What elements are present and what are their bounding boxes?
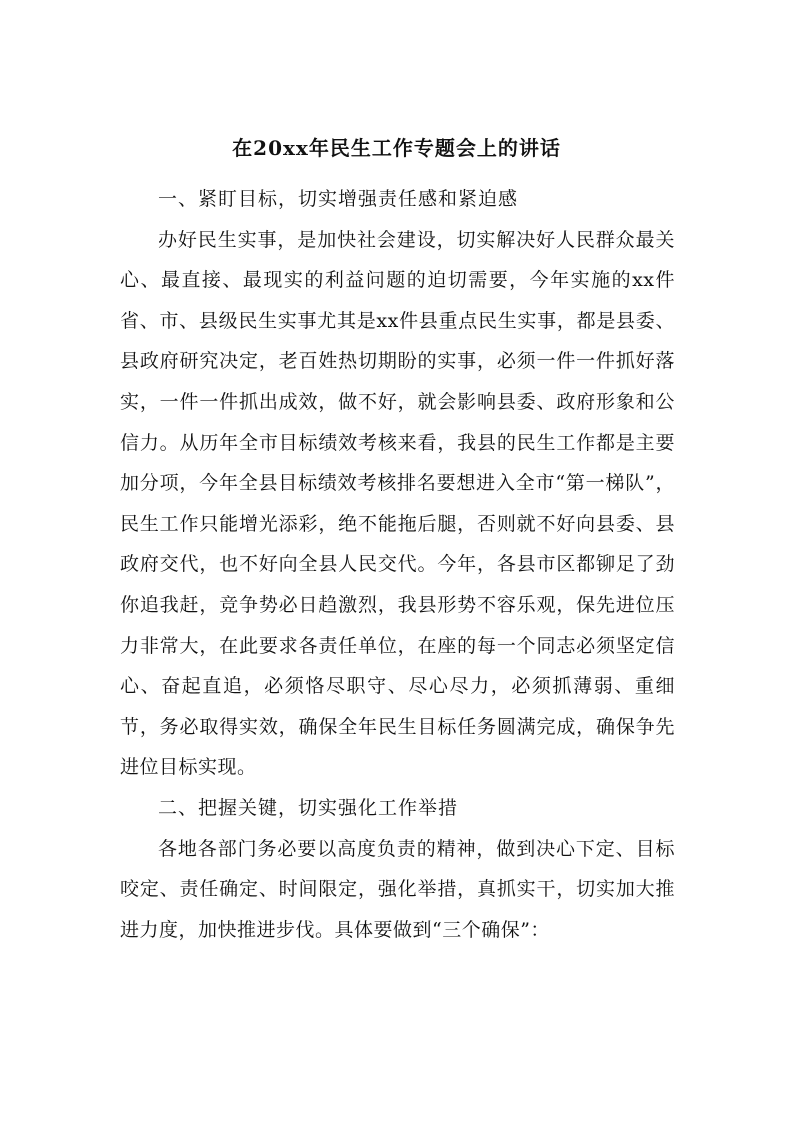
body-paragraph: 办好民生实事，是加快社会建设，切实解决好人民群众最关心、最直接、最现实的利益问题的迫切需要，今年实施的xx件省、市、县级民生实事尤其是xx件县重点民生实事，都是县委、县政府研究决定，老百姓热切期盼的实事，必须一件一件抓好落实，一件一件抓出成效，做不好，就会影响县委、政府形象和公信力。从历年全市目标绩效考核来看，我县的民生工作都是主要加分项，今年全县目标绩效考核排名要想进入全市“第一梯队”，民生工作只能增光添彩，绝不能拖后腿，否则就不好向县委、县政府交代，也不好向全县人民交代。今年，各县市区都铆足了劲你追我赶，竞争势必日趋激烈，我县形势不容乐观，保先进位压力非常大，在此要求各责任单位，在座的每一个同志必须坚定信心、奋起直追，必须恪尽职守、尽心尽力，必须抓薄弱、重细节，务必取得实效，确保全年民生目标任务圆满完成，确保争先进位目标实现。 <box>120 228 675 779</box>
body-paragraph: 各地各部门务必要以高度负责的精神，做到决心下定、目标咬定、责任确定、时间限定，强化举措，真抓实干，切实加大推进力度，加快推进步伐。具体要做到“三个确保”： <box>120 837 675 941</box>
document-body <box>120 179 675 950</box>
document-title: 在20xx年民生工作专题会上的讲话 <box>232 136 561 160</box>
section-heading: 一、紧盯目标，切实增强责任感和紧迫感 <box>158 188 519 210</box>
section-heading: 二、把握关键，切实强化工作举措 <box>158 796 459 819</box>
